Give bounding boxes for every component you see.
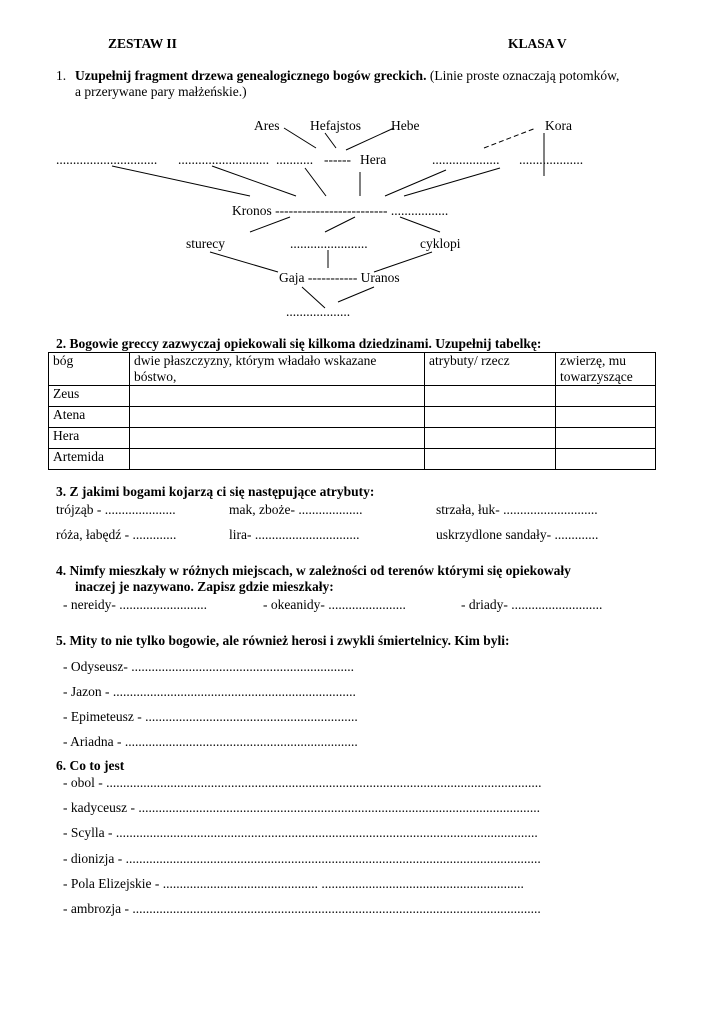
task5-item-ariadne[interactable]: - Ariadna - ..................................................................... [63,734,358,749]
table-row [49,407,656,428]
tree-blank-5[interactable]: ................... [519,152,584,167]
cell-attributes[interactable] [425,407,556,428]
cell-domains[interactable] [130,428,425,449]
cell-animal[interactable] [556,407,656,428]
header-domains: dwie płaszczyzny, którym władało wskazane bóstwo, [130,353,425,386]
task4-title-line1: 4. Nimfy mieszkały w różnych miejscach, w zależności od terenów którymi się opiekowały [56,563,571,578]
task3-item-sandals[interactable]: uskrzydlone sandały- ............. [436,527,599,542]
cell-attributes[interactable] [425,428,556,449]
row-god: Zeus [49,386,130,407]
tree-hefajstos: Hefajstos [310,118,361,133]
cell-domains[interactable] [130,386,425,407]
header-god: bóg [49,353,130,386]
task6-item-obol[interactable]: - obol - ................................................................................................................................. [63,775,542,790]
cell-domains[interactable] [130,449,425,470]
tree-dash: ------ [324,152,351,167]
cell-animal[interactable] [556,449,656,470]
tree-ares: Ares [254,118,280,133]
task3-item-trident[interactable]: trójząb - ..................... [56,502,176,517]
task6-item-ambrosia[interactable]: - ambrozja - ......................................................................................................................... [63,901,541,916]
task4-item-nereids[interactable]: - nereidy- .......................... [63,597,207,612]
header-attributes: atrybuty/ rzecz [425,353,556,386]
cell-attributes[interactable] [425,449,556,470]
class-label: KLASA V [508,36,567,51]
task4-item-dryads[interactable]: - driady- ........................... [461,597,603,612]
tree-blank-7[interactable]: ................... [286,304,351,319]
cell-attributes[interactable] [425,386,556,407]
tree-blank-6[interactable]: ....................... [290,236,368,251]
family-tree-lines [0,0,724,340]
row-god: Hera [49,428,130,449]
task6-item-scylla[interactable]: - Scylla - ............................................................................................................................. [63,825,538,840]
tree-gaja-uranos: Gaja ----------- Uranos [279,270,400,285]
tree-blank-2[interactable]: ........................... [178,152,270,167]
tree-blank-3[interactable]: ........... [276,152,314,167]
cell-animal[interactable] [556,386,656,407]
task1-note-line2: a przerywane pary małżeńskie.) [75,84,247,99]
header-animal: zwierzę, mu towarzyszące [556,353,656,386]
tree-hebe: Hebe [391,118,420,133]
task6-item-elysian-fields[interactable]: - Pola Elizejskie - .............................................. ............................................................ [63,876,524,891]
task3-title: 3. Z jakimi bogami kojarzą ci się następujące atrybuty: [56,484,375,499]
table-header-row [49,353,656,386]
task6-item-dionysia[interactable]: - dionizja - ........................................................................................................................... [63,851,541,866]
tree-cyklopi: cyklopi [420,236,461,251]
tree-hera: Hera [360,152,387,167]
row-god: Atena [49,407,130,428]
task6-item-caduceus[interactable]: - kadyceusz - ....................................................................................................................... [63,800,540,815]
task3-item-lyre[interactable]: lira- ............................... [229,527,360,542]
cell-animal[interactable] [556,428,656,449]
task1-number: 1. [56,68,67,83]
task5-item-jason[interactable]: - Jazon - ........................................................................ [63,684,356,699]
set-label: ZESTAW II [108,36,177,51]
task1-title: Uzupełnij fragment drzewa genealogicznego bogów greckich. [75,68,427,83]
cell-domains[interactable] [130,407,425,428]
task2-title: 2. Bogowie greccy zazwyczaj opiekowali się kilkoma dziedzinami. Uzupełnij tabelkę: [56,336,542,351]
task5-item-odysseus[interactable]: - Odyseusz- .................................................................. [63,659,354,674]
table-row [49,428,656,449]
task1-note-line1: (Linie proste oznaczają potomków, [429,68,620,83]
table-row [49,449,656,470]
row-god: Artemida [49,449,130,470]
table-row [49,386,656,407]
tree-sturecy: sturecy [186,236,225,251]
task6-title: 6. Co to jest [56,758,125,773]
task3-item-rose[interactable]: róża, łabędź - ............. [56,527,177,542]
task3-item-poppy[interactable]: mak, zboże- ................... [229,502,363,517]
task4-title-line2: inaczej je nazywano. Zapisz gdzie mieszkały: [75,579,334,594]
task3-item-arrow[interactable]: strzała, łuk- ............................ [436,502,598,517]
task5-title: 5. Mity to nie tylko bogowie, ale również herosi i zwykli śmiertelnicy. Kim byli: [56,633,510,648]
tree-kora: Kora [545,118,572,133]
tree-blank-1[interactable]: .............................. [56,152,158,167]
gods-table [48,352,656,470]
tree-blank-4[interactable]: .................... [432,152,500,167]
task4-item-oceanids[interactable]: - okeanidy- ....................... [263,597,406,612]
task5-item-epimetheus[interactable]: - Epimeteusz - ............................................................... [63,709,358,724]
tree-kronos: Kronos ------------------------- ................. [232,203,449,218]
